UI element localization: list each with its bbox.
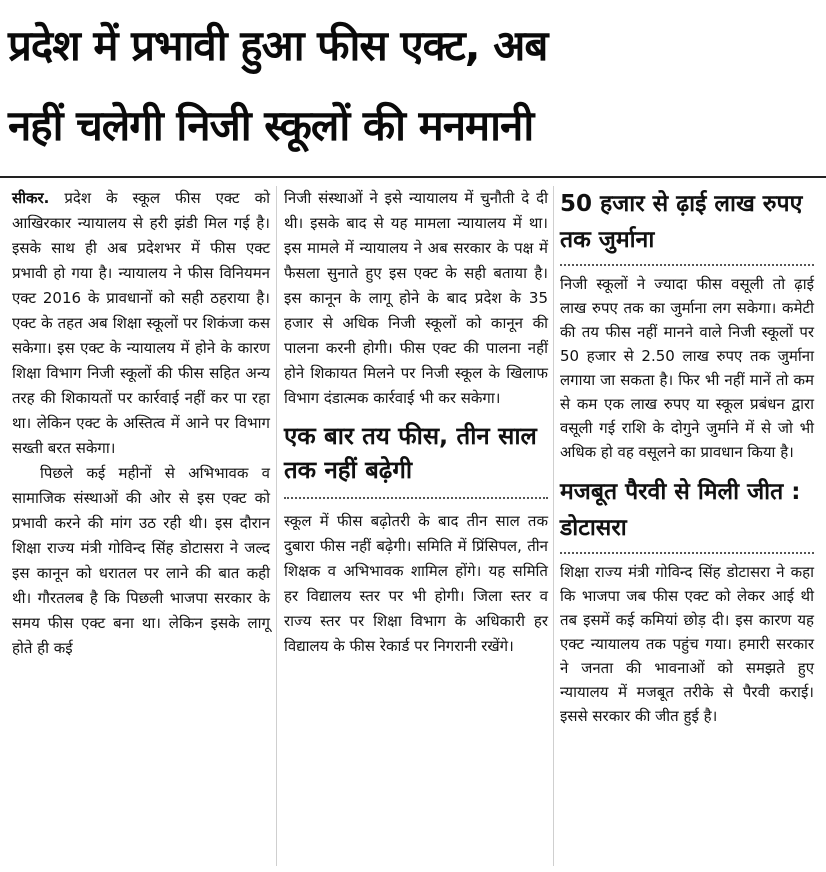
headline-line-1: प्रदेश में प्रभावी हुआ फीस एक्ट, अब: [8, 21, 548, 70]
headline-divider: [0, 176, 826, 178]
column2-paragraph-2: स्कूल में फीस बढ़ोतरी के बाद तीन साल तक दुबारा फीस नहीं बढ़ेगी। समिति में प्रिंसिपल, तीन शिक्षक व अभिभावक शामिल होंगे। यह समिति हर विद्यालय स्तर पर भी होगी। जिला स्तर व राज्य स्तर पर शिक्षा विभाग के अधिकारी हर विद्यालय के फीस रेकार्ड पर निगरानी रखेंगे।: [284, 512, 548, 655]
column1-paragraph-2: पिछले कई महीनों से अभिभावक व सामाजिक संस्थाओं की ओर से इस एक्ट को प्रभावी करने की मांग उठ रही थी। इस दौरान शिक्षा राज्य मंत्री गोविन्द सिंह डोटासरा ने जल्द इस कानून को धरातल पर लाने की बात कही थी। गौरतलब है कि पिछली भाजपा सरकार के समय फीस एक्ट बना था। लेकिन इसके लागू होते ही कई: [12, 464, 270, 657]
subhead-fee-freeze: एक बार तय फीस, तीन साल तक नहीं बढ़ेगी: [284, 422, 537, 484]
headline-line-2: नहीं चलेगी निजी स्कूलों की मनमानी: [8, 101, 534, 150]
column2-paragraph-1: निजी संस्थाओं ने इसे न्यायालय में चुनौती दे दी थी। इसके बाद से यह मामला न्यायालय में था। इस मामले में न्यायालय ने अब सरकार के पक्ष में फैसला सुनाते हुए इस एक्ट के सही बताया है। इस कानून के लागू होने के बाद प्रदेश के 35 हजार से अधिक निजी स्कूलों को कानून की पालना करनी होगी। फीस एक्ट की पालना नहीं होने शिकायत मिलने पर निजी स्कूल के खिलाफ विभाग दंडात्मक कार्रवाई भी कर सकेगा।: [284, 189, 548, 407]
subhead-dotasra: मजबूत पैरवी से मिली जीत : डोटासरा: [560, 479, 801, 541]
column1-para1-text: प्रदेश के स्कूल फीस एक्ट को आखिरकार न्यायालय से हरी झंडी मिल गई है। इसके साथ ही अब प्रदेशभर में फीस एक्ट प्रभावी हो गया है। न्यायालय ने फीस विनियमन एक्ट 2016 के प्रावधानों को सही ठहराया है। एक्ट के तहत अब शिक्षा स्कूलों पर शिकंजा कस सकेगा। इस एक्ट के न्यायालय में होने के कारण शिक्षा विभाग निजी स्कूलों की फीस सहित अन्य तरह की शिकायतों पर कार्रवाई नहीं कर पा रहा था। लेकिन एक्ट के अस्तित्व में आने पर विभाग सख्ती बरत सकेगा।: [12, 189, 270, 457]
dotted-divider: [284, 497, 548, 499]
column-separator-1: [276, 186, 277, 866]
headline: [8, 6, 818, 166]
article-column-3: [560, 186, 814, 728]
subhead-penalty: 50 हजार से ढ़ाई लाख रुपए तक जुर्माना: [560, 191, 803, 253]
dotasra-box: [560, 552, 814, 728]
column1-paragraph-1: [12, 186, 270, 461]
column-separator-2: [553, 186, 554, 866]
article-column-2: [284, 186, 548, 659]
penalty-box: [560, 264, 814, 464]
article-column-1: [12, 186, 270, 661]
column3-paragraph-1: निजी स्कूलों ने ज्यादा फीस वसूली तो ढ़ाई लाख रुपए तक का जुर्माना लग सकेगा। कमेटी की तय फीस नहीं मानने वाले निजी स्कूलों पर 50 हजार से 2.50 लाख रुपए तक जुर्माना लगाया जा सकता है। फिर भी नहीं मानें तो कम से कम एक लाख रुपए या स्कूल प्रबंधन द्वारा वसूली गई राशि के दोगुने जुर्माने में से जो भी अधिक हो वह वसूलने का प्रावधान किया है।: [560, 275, 814, 461]
dateline: सीकर.: [12, 189, 50, 207]
column3-paragraph-2: शिक्षा राज्य मंत्री गोविन्द सिंह डोटासरा ने कहा कि भाजपा जब फीस एक्ट को लेकर आई थी तब इसमें कई कमियां छोड़ दी। इस कारण यह एक्ट न्यायालय तक पहुंच गया। हमारी सरकार ने जनता की भावनाओं को समझते हुए न्यायालय में मजबूत तरीके से पैरवी कराई। इससे सरकार की जीत हुई है।: [560, 563, 814, 725]
